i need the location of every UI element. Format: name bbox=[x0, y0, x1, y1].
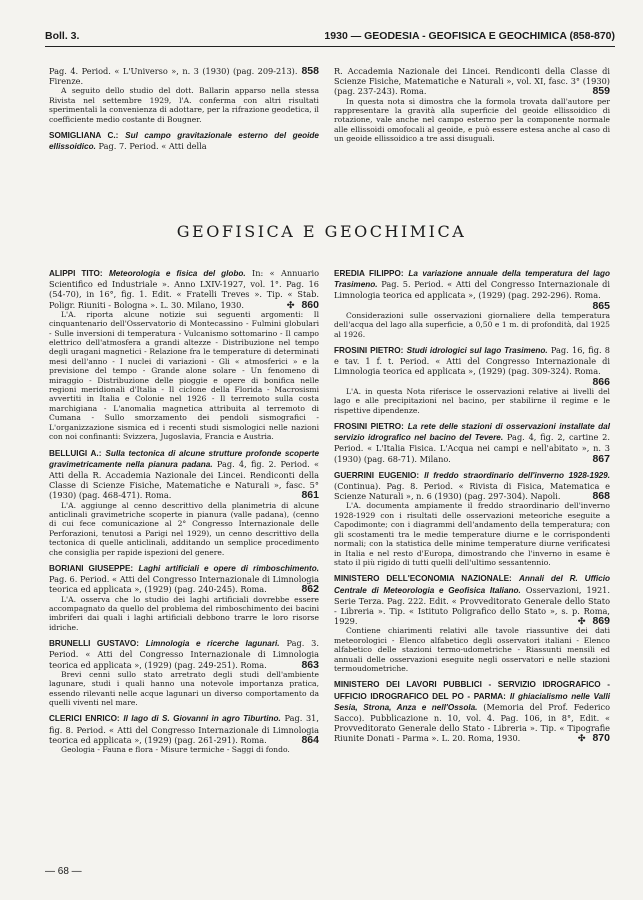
top-right-column bbox=[334, 66, 610, 150]
entry-number: 858 bbox=[301, 65, 319, 77]
entry-number: 866 bbox=[592, 375, 610, 388]
entry-title: Laghi artificiali e opere di rimboschimento. bbox=[138, 563, 320, 573]
section-title: GEOFISICA E GEOCHIMICA bbox=[176, 222, 467, 241]
entry-abstract: L'A. documenta ampiamente il freddo straordinario dell'inverno 1928-1929 con i risultati delle osservazioni meteoriche eseguite a Capodimonte; con i diagrammi dell'andamento della temperatura; con gli scostamenti tra le medie temperature diurne e le corrispondenti normali; con la statistica delle minime temperature diurne verificatesi in Italia e nel resto d'Europa, dimostrando che l'inverno in esame è stato il più rigido di tutti quelli dell'ultimo sessantennio. bbox=[334, 501, 610, 567]
entry-abstract: In questa nota si dimostra che la formola trovata dall'autore per rappresentare la gravità alla superficie del geoide ellissoidico di rotazione, vale anche nel campo esterno per la componente normale alle ellissoidi omofocali al geoide, e può essere estesa anche al caso di un geoide ellissoidico a tre assi disuguali. bbox=[334, 96, 610, 144]
star-icon: ✣ bbox=[577, 616, 586, 627]
right-column bbox=[334, 268, 610, 750]
entry-author: MINISTERO DEI LAVORI PUBBLICI - SERVIZIO IDROGRAFICO - UFFICIO IDROGRAFICO DEL PO - PARMA: bbox=[334, 680, 610, 701]
entry-abstract: L'A. aggiunge al cenno descrittivo della planimetria di alcune anticlinali gravimetriche scoperte in pianura (valle padana), (cenno di cui fece comunicazione al 2° Congresso Internazionale delle Perforazioni, tenutosi a Parigi nel 1929), un cenno descrittivo della tectonica di quelle anticlinali, additando un semplice procedimento che consiglia per rapide ispezioni del genere. bbox=[49, 500, 319, 557]
entry-abstract: Brevi cenni sullo stato arretrato degli studi dell'ambiente lagunare, studi i quali hanno una notevole importanza pratica, essendo rilevanti nelle acque lagunari un diverso comportamento da quelli viventi nel mare. bbox=[49, 669, 319, 708]
entry-author: CLERICI ENRICO: bbox=[49, 714, 120, 724]
entry-865 bbox=[334, 268, 610, 339]
entry-number: 870 bbox=[592, 732, 610, 745]
entry-author: BRUNELLI GUSTAVO: bbox=[49, 639, 139, 649]
entry-citation: R. Accademia Nazionale dei Lincei. Rendiconti della Classe di Scienze Fisiche, Matematiche e Naturali », vol. XI, fasc. 3° (1930) (pag. 237-243). Roma. bbox=[334, 66, 610, 97]
entry-869 bbox=[334, 573, 610, 673]
entry-abstract: Contiene chiarimenti relativi alle tavole riassuntive dei dati meteorologici - Elenco alfabetico degli osservatori italiani - Elenco alfabetico delle stazioni termo-udometriche - Riassunti mensili ed annuali delle osservazioni eseguite negli osservatori e nelle stazioni termoudometriche. bbox=[334, 626, 610, 673]
entry-870 bbox=[334, 679, 610, 743]
entry-864 bbox=[49, 713, 319, 754]
entry-title: Il ghiacialismo nelle Valli Sesia, Strona, Anza e nell'Ossola. bbox=[334, 691, 610, 712]
entry-863 bbox=[49, 638, 319, 707]
entry-author: ALIPPI TITO: bbox=[49, 269, 103, 278]
entry-abstract: L'A. in questa Nota riferisce le osservazioni relative ai livelli del lago e alle precipitazioni nel bacino, per stabilirne il regime e le rispettive dipendenze. bbox=[334, 386, 610, 415]
star-icon: ✣ bbox=[577, 733, 586, 744]
entry-862 bbox=[49, 563, 319, 632]
entry-title: Limnologia e ricerche lagunari. bbox=[145, 639, 280, 649]
entry-number: 869 bbox=[592, 615, 610, 628]
entry-citation: Osservazioni, 1921. Serie Terza. Pag. 222. Edit. « Provveditorato Generale dello Stato - Libreria ». Tip. « Istituto Poligrafico dello Stato », s. p. Roma, 1929. bbox=[334, 584, 610, 627]
entry-author: SOMIGLIANA C.: bbox=[49, 131, 119, 141]
entry-citation: In: « Annuario Scientifico ed Industriale ». Anno LXIV-1927, vol. 1°. Pag. 16 (54-70), in 16°, fig. 1. Edit. « Fratelli Treves ». Tip. « Stab. Poligr. Riuniti - Bologna ». L. 30. Milano, 1930. bbox=[49, 268, 320, 310]
entry-citation: Pag. 16, fig. 8 e tav. 1 f. t. Period. « Atti del Congresso Internazionale di Limnologia teorica ed applicata », (1929) (pag. 309-324). Roma. bbox=[334, 345, 610, 377]
entry-868 bbox=[334, 470, 610, 567]
entry-citation: Pag. 3. Period. « Atti del Congresso Internazionale di Limnologia teorica ed applicata », (1929) (pag. 249-251). Roma. bbox=[49, 638, 319, 670]
entry-title: Studi idrologici sul lago Trasimeno. bbox=[406, 346, 548, 356]
entry-title: Annali del R. Ufficio Centrale di Meteorologia e Geofisica Italiano. bbox=[334, 574, 610, 595]
entry-number: 865 bbox=[592, 299, 610, 312]
entry-861 bbox=[49, 448, 319, 557]
entry-number: 859 bbox=[592, 85, 610, 98]
entry-citation: Pag. 5. Period. « Atti del Congresso Internazionale di Limnologia teorica ed applicata », (1929) (pag. 292-296). Roma. bbox=[334, 279, 610, 301]
entry-author: BORIANI GIUSEPPE: bbox=[49, 563, 134, 573]
entry-author: GUERRINI EUGENIO: bbox=[334, 470, 420, 480]
entry-abstract: Geologia - Fauna e flora - Misure termiche - Saggi di fondo. bbox=[61, 745, 290, 755]
entry-abstract: Considerazioni sulle osservazioni giornaliere della temperatura dell'acqua del lago alla superficie, a 0,50 e 1 m. di profondità, dal 1925 al 1926. bbox=[334, 310, 610, 339]
entry-citation: Pag. 4. Period. « L'Universo », n. 3 (1930) (pag. 209-213). Firenze. bbox=[49, 66, 298, 87]
running-header bbox=[45, 30, 615, 44]
entry-title: Meteorologia e fisica del globo. bbox=[108, 269, 246, 278]
entry-citation: (Memoria del Prof. Federico Sacco). Pubblicazione n. 10, vol. 4. Pag. 106, in 8°, Edit. « Provveditorato Generale dello Stato - Libreria ». Tip. « Tipografie Riunite Donati - Parma ». L. 20. Roma, 1930. bbox=[334, 701, 610, 744]
entry-title: La variazione annuale della temperatura del lago Trasimeno. bbox=[334, 269, 610, 290]
page-number: — 68 — bbox=[45, 866, 82, 877]
header-rule bbox=[45, 46, 615, 47]
entry-number: 867 bbox=[592, 452, 610, 465]
entry-citation: Pag. 31, fig. 8. Period. « Atti del Congresso Internazionale di Limnologia teorica ed applicata », (1929) (pag. 261-291). Roma. bbox=[49, 713, 319, 745]
entry-abstract: A seguito dello studio del dott. Ballarin apparso nella stessa Rivista nel settembre 1929, l'A. conferma con altri risultati sperimentali la convenienza di adottare, per la rifrazione geodetica, il coefficiente medio costante di Bougner. bbox=[49, 86, 319, 124]
entry-citation: Pag. 4, fig. 2. Period. « Atti della R. Accademia Nazionale dei Lincei. Rendiconti della Classe di Scienze Fisiche, Matematiche e Naturali », fasc. 5° (1930) (pag. 468-471). Roma. bbox=[49, 458, 320, 501]
entry-title: Il freddo straordinario dell'inverno 1928-1929. bbox=[424, 470, 611, 480]
entry-858 bbox=[49, 66, 319, 124]
entry-number: 861 bbox=[301, 489, 319, 502]
entry-citation: Pag. 4, fig. 2, cartine 2. Period. « L'Italia Fisica. L'Acqua nei campi e nell'abitato », n. 3 (1930) (pag. 68-71). Milano. bbox=[334, 432, 610, 464]
entry-abstract: L'A. riporta alcune notizie sui seguenti argomenti: Il cinquantenario dell'Osservatorio di Montecassino - Fulmini globulari - Sulle inversioni di temperatura - Vulcanismo sottomarino - Il campo elettrico dell'atmosfera a grandi altezze - Distribuzione nel tempo degli uragani magnetici - Relazione fra le temperature di determinati mesi dell'anno - I nuclei di variazioni - Gli « atmosferici » e la previsione del tempo - Grande alone solare - Un fenomeno di miraggio - Distribuzione delle pioggie e opere di bonifica nelle regioni meridionali d'Italia - Il ciclone della Florida - Macrosismi avvertiti in Italia e Colonie nel 1926 - Il terremoto sulla costa marchigiana - L'anomalia magnetica attribuita al terremoto di Cumana - Sullo smorzamento dei pendoli sismografici - L'organizzazione sismica ed i recenti studi sismologici nelle nazioni con noi confinanti: Svizzera, Jugoslavia, Francia e Austria. bbox=[49, 309, 319, 442]
entry-title: Sul campo gravitazionale esterno del geoide ellissoidico. bbox=[49, 131, 319, 152]
entry-title: Sulla tectonica di alcune strutture profonde scoperte gravimetricamente nella pianura padana. bbox=[49, 448, 320, 469]
entry-citation: Pag. 6. Period. « Atti del Congresso Internazionale di Limnologia teorica ed applicata », (1929) (pag. 240-245). Roma. bbox=[49, 574, 319, 595]
entry-citation: Pag. 7. Period. « Atti della bbox=[98, 141, 207, 152]
entry-866 bbox=[334, 345, 610, 415]
entry-number: 864 bbox=[301, 733, 319, 746]
entry-somigliana bbox=[49, 130, 319, 152]
entry-number: 862 bbox=[301, 583, 319, 596]
entry-author: BELLUIGI A.: bbox=[49, 448, 102, 458]
entry-title: La rete delle stazioni di osservazioni installate dal servizio idrografico nel bacino del Tevere. bbox=[334, 422, 610, 443]
entry-number: 863 bbox=[301, 658, 319, 671]
header-section: 1930 — GEODESIA - GEOFISICA E GEOCHIMICA (858-870) bbox=[324, 30, 615, 42]
entry-abstract: L'A. osserva che lo studio dei laghi artificiali dovrebbe essere accompagnato da quello del problema del rimboschimento dei bacini imbriferi dai quali i laghi artificiali debbono trarre le loro risorse idriche. bbox=[49, 594, 319, 632]
entry-author: FROSINI PIETRO: bbox=[334, 422, 404, 432]
entry-title: Il lago di S. Giovanni in agro Tiburtino. bbox=[123, 714, 281, 724]
entry-author: MINISTERO DELL'ECONOMIA NAZIONALE: bbox=[334, 574, 512, 584]
entry-860 bbox=[49, 268, 319, 442]
entry-867 bbox=[334, 421, 610, 464]
top-left-column bbox=[49, 66, 319, 158]
star-icon: ✣ bbox=[286, 299, 295, 310]
entry-number: 868 bbox=[592, 490, 610, 503]
entry-859 bbox=[334, 66, 610, 144]
left-column bbox=[49, 268, 319, 760]
header-bulletin: Boll. 3. bbox=[45, 30, 80, 42]
entry-number: 860 bbox=[301, 298, 319, 311]
entry-citation: (Continua). Pag. 8. Period. « Rivista di Fisica, Matematica e Scienze Naturali », n. 6 (1930) (pag. 297-304). Napoli. bbox=[334, 481, 610, 502]
entry-author: FROSINI PIETRO: bbox=[334, 346, 404, 356]
entry-author: EREDIA FILIPPO: bbox=[334, 269, 404, 278]
